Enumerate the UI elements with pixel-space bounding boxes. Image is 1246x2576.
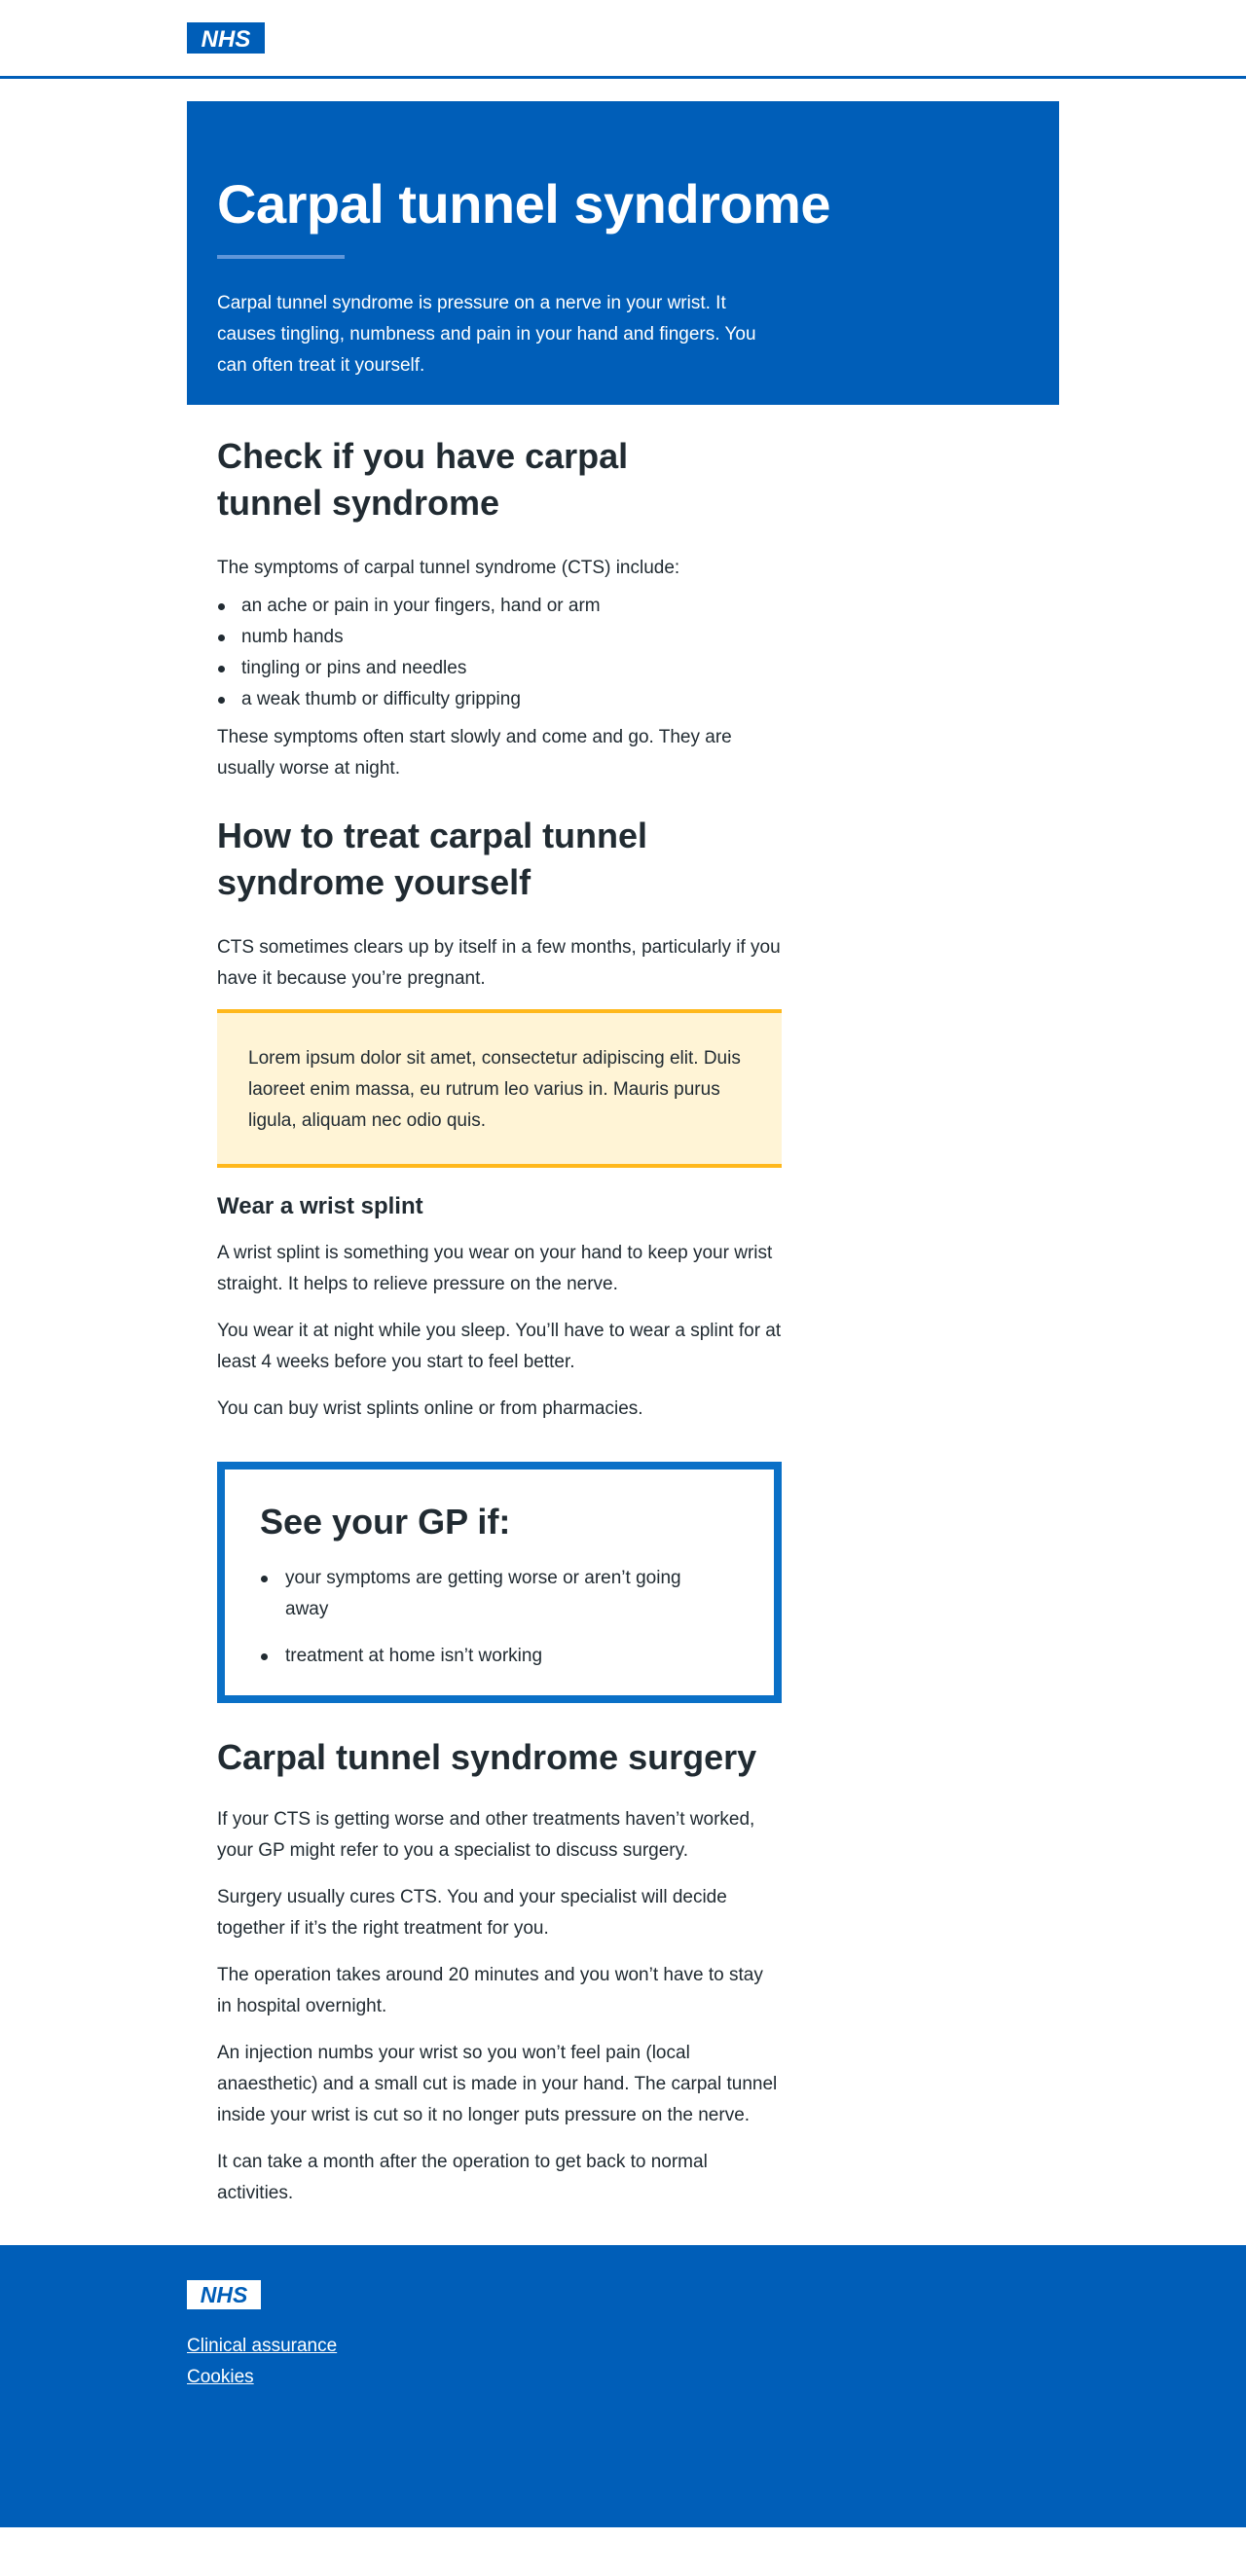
- svg-text:NHS: NHS: [201, 26, 251, 53]
- hero-intro: Carpal tunnel syndrome is pressure on a nerve in your wrist. It causes tingling, numbness and pain in your hand and fingers. You can often treat it yourself.: [217, 293, 756, 376]
- footer-links: [187, 2331, 1059, 2393]
- site-header: [0, 0, 1246, 79]
- main-content: [0, 433, 1246, 2209]
- nhs-logo-icon: [187, 2280, 261, 2309]
- page-title: Carpal tunnel syndrome: [217, 173, 831, 235]
- warning-text: Lorem ipsum dolor sit amet, consectetur adipiscing elit. Duis laoreet enim massa, eu rutrum leo varius in. Mauris purus ligula, aliquam nec odio quis.: [248, 1048, 741, 1131]
- section-check-intro: The symptoms of carpal tunnel syndrome (CTS) include:: [217, 558, 680, 578]
- site-footer: [0, 2245, 1246, 2527]
- see-gp-list: [260, 1563, 739, 1672]
- surgery-paragraph-5: It can take a month after the operation to get back to normal activities.: [217, 2152, 708, 2203]
- list-item: treatment at home isn’t working: [260, 1641, 708, 1672]
- section-check: [217, 433, 782, 784]
- title-rule: [217, 255, 345, 259]
- svg-text:NHS: NHS: [200, 2282, 248, 2307]
- section-surgery: [217, 1734, 782, 2209]
- footer-nhs-logo[interactable]: [187, 2280, 261, 2309]
- section-treat: [217, 813, 782, 1425]
- footer-link-cookies[interactable]: Cookies: [187, 2367, 254, 2387]
- section-treat-intro: CTS sometimes clears up by itself in a few months, particularly if you have it because you’re pregnant.: [217, 937, 781, 989]
- splint-paragraph-3: You can buy wrist splints online or from pharmacies.: [217, 1398, 643, 1419]
- nhs-logo-icon: [187, 22, 265, 54]
- list-item: tingling or pins and needles: [217, 653, 782, 684]
- splint-heading: Wear a wrist splint: [217, 1193, 423, 1219]
- hero-banner: [187, 101, 1059, 405]
- section-surgery-title: Carpal tunnel syndrome surgery: [217, 1737, 757, 1777]
- surgery-paragraph-3: The operation takes around 20 minutes and you won’t have to stay in hospital overnight.: [217, 1965, 763, 2016]
- section-check-after: These symptoms often start slowly and come and go. They are usually worse at night.: [217, 727, 732, 779]
- footer-link-clinical-assurance[interactable]: Clinical assurance: [187, 2336, 338, 2356]
- section-treat-title: How to treat carpal tunnel syndrome yourself: [217, 816, 648, 902]
- symptoms-list: [217, 591, 782, 715]
- splint-paragraph-1: A wrist splint is something you wear on your hand to keep your wrist straight. It helps to relieve pressure on the nerve.: [217, 1243, 773, 1294]
- splint-paragraph-2: You wear it at night while you sleep. You’ll have to wear a splint for at least 4 weeks before you start to feel better.: [217, 1321, 782, 1372]
- see-gp-card: [217, 1462, 782, 1703]
- surgery-paragraph-1: If your CTS is getting worse and other treatments haven’t worked, your GP might refer to you a specialist to discuss surgery.: [217, 1809, 755, 1861]
- list-item: your symptoms are getting worse or aren’t going away: [260, 1563, 708, 1625]
- list-item: numb hands: [217, 622, 782, 653]
- list-item: an ache or pain in your fingers, hand or arm: [217, 591, 782, 622]
- surgery-paragraph-2: Surgery usually cures CTS. You and your specialist will decide together if it’s the right treatment for you.: [217, 1887, 727, 1939]
- surgery-paragraph-4: An injection numbs your wrist so you won’t feel pain (local anaesthetic) and a small cut is made in your hand. The carpal tunnel inside your wrist is cut so it no longer puts pressure on the nerve.: [217, 2043, 778, 2125]
- list-item: a weak thumb or difficulty gripping: [217, 684, 782, 715]
- nhs-logo[interactable]: [187, 22, 265, 54]
- section-check-title: Check if you have carpal tunnel syndrome: [217, 436, 629, 523]
- see-gp-title: See your GP if:: [260, 1502, 511, 1542]
- warning-callout: [217, 1009, 782, 1168]
